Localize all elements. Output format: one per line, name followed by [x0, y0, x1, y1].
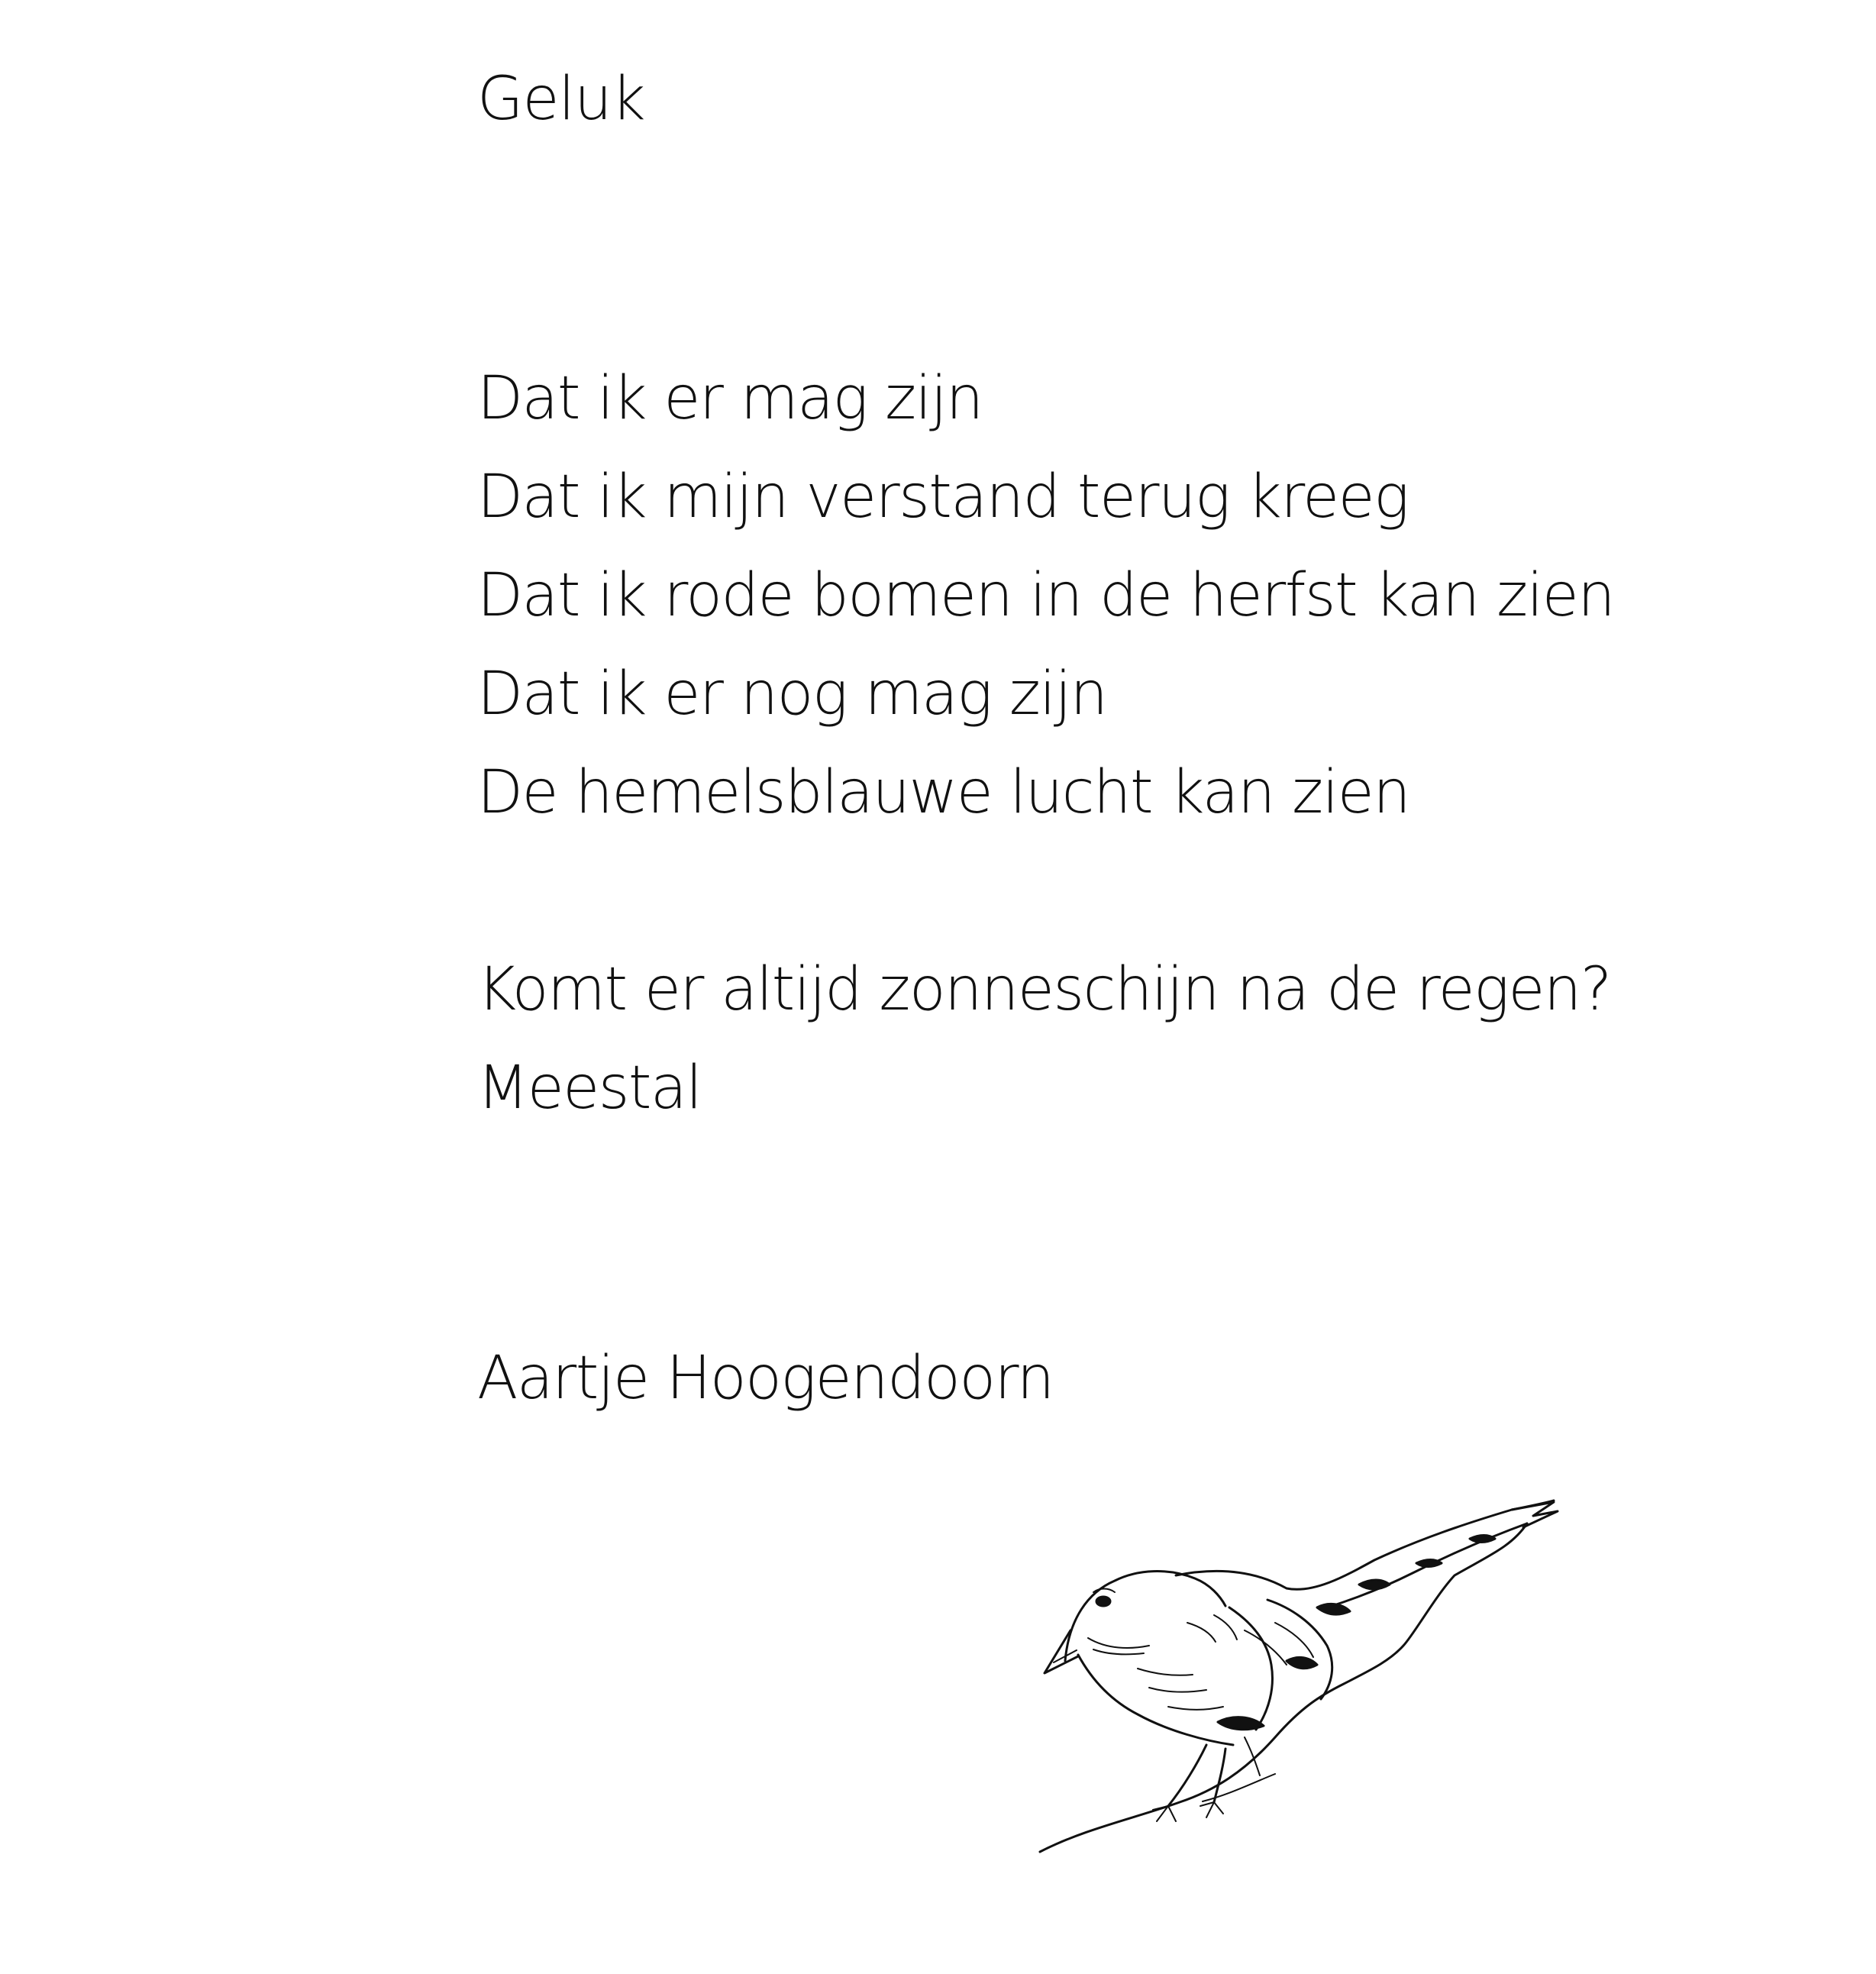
- bird-sketch-icon: [1023, 1493, 1619, 1882]
- poem-line: De hemelsblauwe lucht kan zien: [477, 758, 1410, 827]
- poem-line: Komt er altijd zonneschijn na de regen?: [477, 955, 1611, 1024]
- poem-author: Aartje Hoogendoorn: [477, 1344, 1054, 1413]
- poem-title: Geluk: [477, 65, 645, 134]
- stanza-1: [477, 350, 1614, 842]
- stanza-2: [477, 941, 1611, 1138]
- poem-line: Dat ik er mag zijn: [477, 364, 983, 433]
- poem-line: Dat ik rode bomen in de herfst kan zien: [477, 561, 1615, 630]
- poem-line: Meestal: [477, 1054, 702, 1123]
- poem-line: Dat ik er nog mag zijn: [477, 660, 1107, 729]
- poem-line: Dat ik mijn verstand terug kreeg: [477, 463, 1409, 531]
